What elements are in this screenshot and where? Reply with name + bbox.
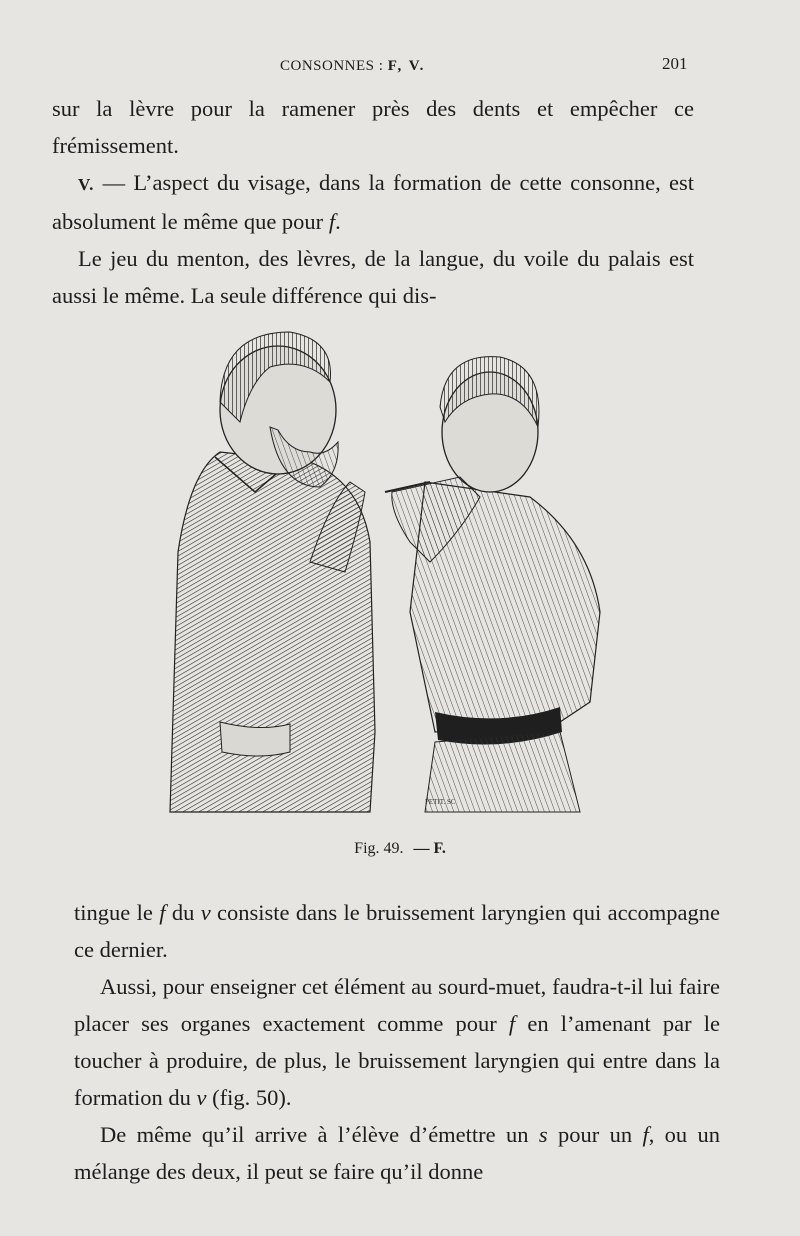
engraving-teacher-and-pupil	[160, 312, 610, 822]
running-title-prefix: CONSONNES :	[280, 58, 384, 74]
running-title-letters: F, V.	[387, 58, 426, 74]
paragraph-aussi: Aussi, pour enseigner cet élément au sourd-muet, faudra-t-il lui faire placer ses organes exactement comme pour f en l’amenant par le toucher à produire, de plus, le bruissement laryngien qui entre dans la formation du v (fig. 50).	[74, 974, 721, 1110]
paragraph-v: V. — L’aspect du visage, dans la formation de cette consonne, est absolument le même que pour f.	[52, 170, 695, 234]
paragraph-tingue: tingue le f du v consiste dans le bruissement laryngien qui accompagne ce dernier.	[74, 900, 721, 962]
caption-label: Fig. 49.	[354, 840, 404, 857]
top-text-block	[52, 90, 694, 314]
figure-illustration	[160, 312, 610, 822]
paragraph-jeu: Le jeu du menton, des lèvres, de la langue, du voile du palais est aussi le même. La seule différence qui dis-	[52, 246, 694, 308]
page-header	[0, 54, 800, 80]
paragraph-de-meme: De même qu’il arrive à l’élève d’émettre un s pour un f, ou un mélange des deux, il peut se faire qu’il donne	[74, 1122, 721, 1184]
page-number: 201	[662, 54, 688, 73]
bottom-text-block	[74, 894, 720, 1190]
figure-caption	[0, 840, 800, 858]
engraver-mark: PETIT. SC	[425, 798, 456, 806]
paragraph-continuation: sur la lèvre pour la ramener près des dents et empêcher ce frémissement.	[52, 96, 694, 158]
section-label-v: V.	[78, 175, 95, 194]
running-title	[280, 58, 425, 75]
caption-letter: — F.	[413, 840, 446, 857]
